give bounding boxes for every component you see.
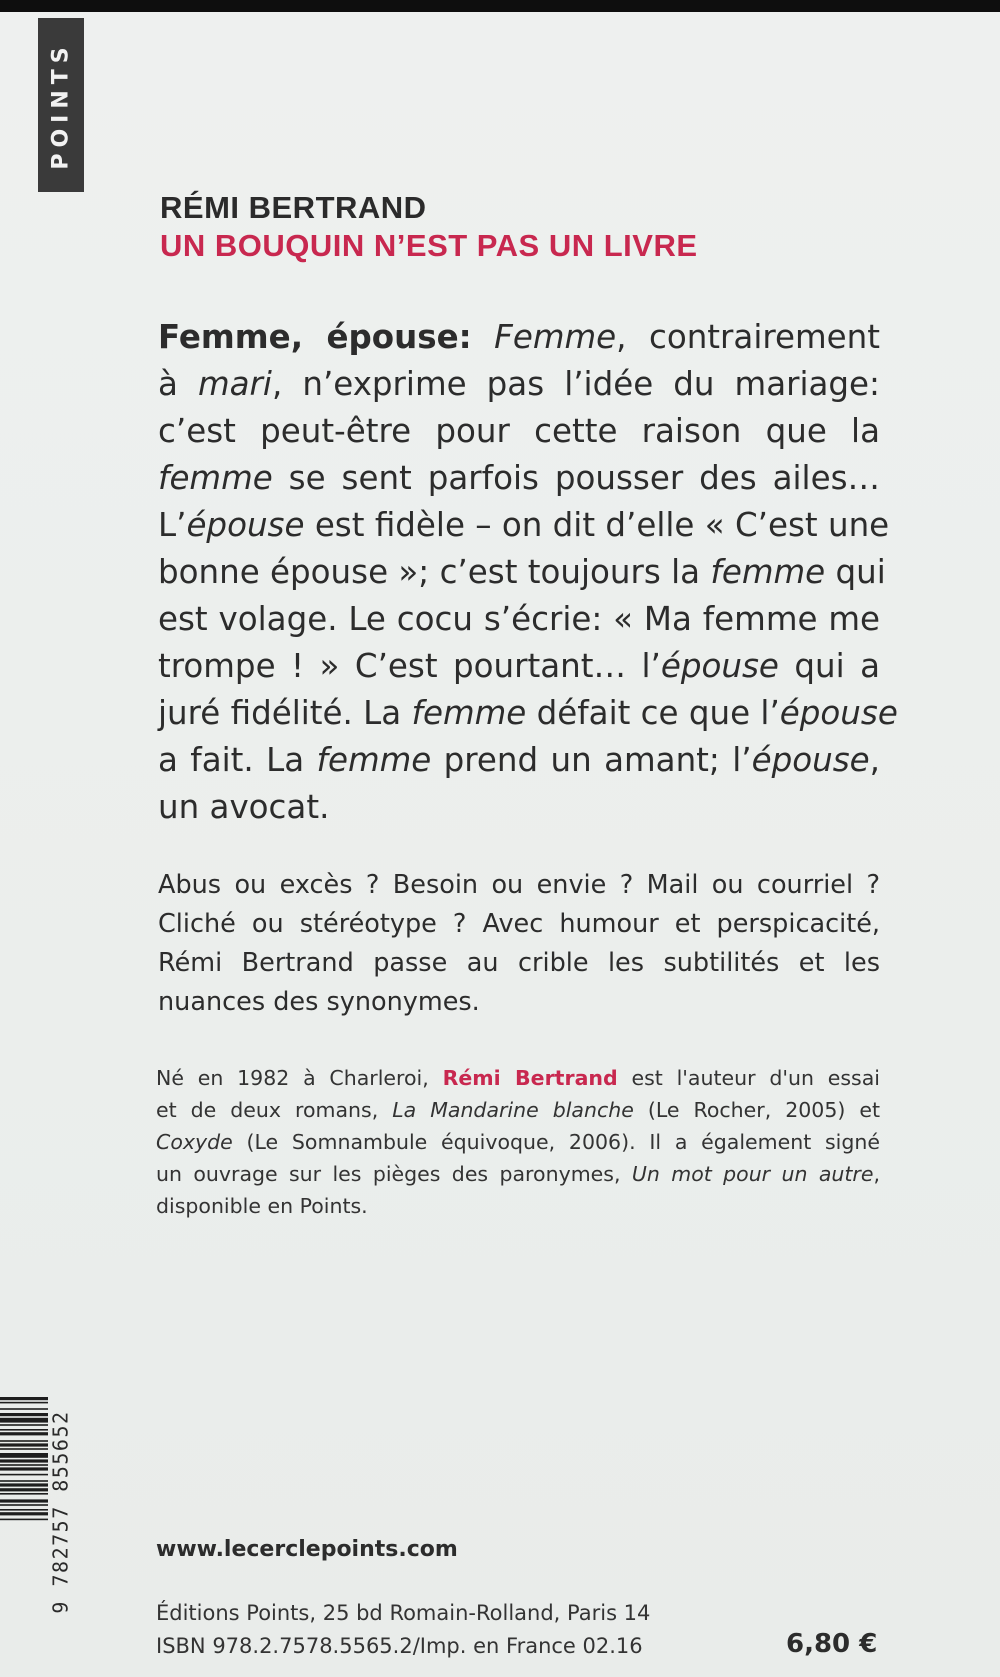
italic-word: mari bbox=[197, 365, 272, 403]
bio-line bbox=[156, 1126, 880, 1158]
text-run: à bbox=[158, 365, 198, 403]
text-run: a fait. La bbox=[158, 741, 317, 779]
book-title-ref: Un mot pour un autre bbox=[631, 1162, 874, 1186]
text-run: et de deux romans, bbox=[156, 1098, 393, 1122]
text-run: bonne épouse »; c’est toujours la bbox=[158, 553, 711, 591]
author-bio bbox=[156, 1062, 880, 1222]
text-run: L’ bbox=[158, 506, 187, 544]
italic-word: femme bbox=[316, 741, 432, 779]
barcode-number bbox=[48, 1397, 74, 1627]
bio-line bbox=[156, 1094, 880, 1126]
book-title: UN BOUQUIN N’EST PAS UN LIVRE bbox=[160, 228, 698, 263]
text-run: qui bbox=[825, 553, 886, 591]
blurb-line: nuances des synonymes. bbox=[158, 987, 480, 1017]
extract-line bbox=[158, 737, 880, 784]
italic-word: Femme bbox=[494, 318, 617, 356]
text-run: se sent parfois pousser des ailes… bbox=[272, 459, 880, 497]
italic-word: épouse bbox=[751, 741, 870, 779]
blurb-line: Cliché ou stéréotype ? Avec humour et perspicacité, bbox=[158, 909, 880, 939]
text-run: est fidèle – on dit d’elle « C’est une bbox=[304, 506, 890, 544]
barcode-icon bbox=[0, 1397, 48, 1597]
extract-line: un avocat. bbox=[158, 788, 330, 826]
bio-author-name: Rémi Bertrand bbox=[442, 1066, 618, 1090]
extract-paragraph bbox=[158, 314, 898, 831]
text-run: juré fidélité. La bbox=[158, 694, 412, 732]
italic-word: femme bbox=[411, 694, 527, 732]
bio-line bbox=[156, 1062, 880, 1094]
blurb-paragraph bbox=[158, 866, 880, 1022]
text-run: , contrairement bbox=[616, 318, 880, 356]
text-run: , bbox=[869, 741, 880, 779]
book-title-ref: Coxyde bbox=[156, 1130, 233, 1154]
italic-word: épouse bbox=[660, 647, 779, 685]
extract-line bbox=[158, 455, 880, 502]
publisher-website[interactable]: www.lecerclepoints.com bbox=[156, 1537, 458, 1562]
italic-word: femme bbox=[710, 553, 826, 591]
extract-line bbox=[158, 549, 886, 596]
text-run: , bbox=[873, 1162, 880, 1186]
extract-line bbox=[158, 314, 880, 361]
italic-word: femme bbox=[158, 459, 273, 497]
text-run: , n’exprime pas l’idée du mariage: bbox=[271, 365, 881, 403]
bio-line: disponible en Points. bbox=[156, 1194, 368, 1218]
italic-word: épouse bbox=[186, 506, 305, 544]
extract-line: c’est peut-être pour cette raison que la bbox=[158, 412, 880, 450]
publisher-address bbox=[156, 1597, 650, 1663]
points-logo-tab bbox=[38, 18, 84, 192]
book-back-cover bbox=[0, 12, 1000, 1677]
text-run: (Le Somnambule équivoque, 2006). Il a également signé bbox=[232, 1130, 880, 1154]
extract-line bbox=[158, 502, 890, 549]
address-line: Éditions Points, 25 bd Romain-Rolland, Paris 14 bbox=[156, 1601, 651, 1625]
extract-line bbox=[158, 643, 880, 690]
text-run: trompe ! » C’est pourtant… l’ bbox=[158, 647, 661, 685]
text-run: est l'auteur d'un essai bbox=[617, 1066, 880, 1090]
author-name: RÉMI BERTRAND bbox=[160, 190, 427, 225]
extract-line bbox=[158, 690, 898, 737]
text-run: prend un amant; l’ bbox=[431, 741, 752, 779]
book-title-ref: La Mandarine blanche bbox=[392, 1098, 634, 1122]
blurb-line: Abus ou excès ? Besoin ou envie ? Mail ou courriel ? bbox=[158, 870, 880, 900]
barcode-number-text: 9 782757 855652 bbox=[49, 1410, 73, 1614]
points-logo-text: POINTS bbox=[48, 40, 74, 170]
top-edge bbox=[0, 0, 1000, 12]
extract-line: est volage. Le cocu s’écrie: « Ma femme me bbox=[158, 600, 880, 638]
entry-heading: Femme, épouse: bbox=[158, 318, 472, 356]
text-run: défait ce que l’ bbox=[526, 694, 780, 732]
blurb-line: Rémi Bertrand passe au crible les subtilités et les bbox=[158, 948, 880, 978]
price-label: 6,80 € bbox=[786, 1629, 878, 1659]
text-run: Né en 1982 à Charleroi, bbox=[156, 1066, 443, 1090]
bio-line bbox=[156, 1158, 880, 1190]
text-run: (Le Rocher, 2005) et bbox=[633, 1098, 880, 1122]
isbn-line: ISBN 978.2.7578.5565.2/Imp. en France 02.16 bbox=[156, 1634, 643, 1658]
italic-word: épouse bbox=[779, 694, 898, 732]
text-run: un ouvrage sur les pièges des paronymes, bbox=[156, 1162, 632, 1186]
text-run: qui a bbox=[778, 647, 880, 685]
extract-line bbox=[158, 361, 880, 408]
